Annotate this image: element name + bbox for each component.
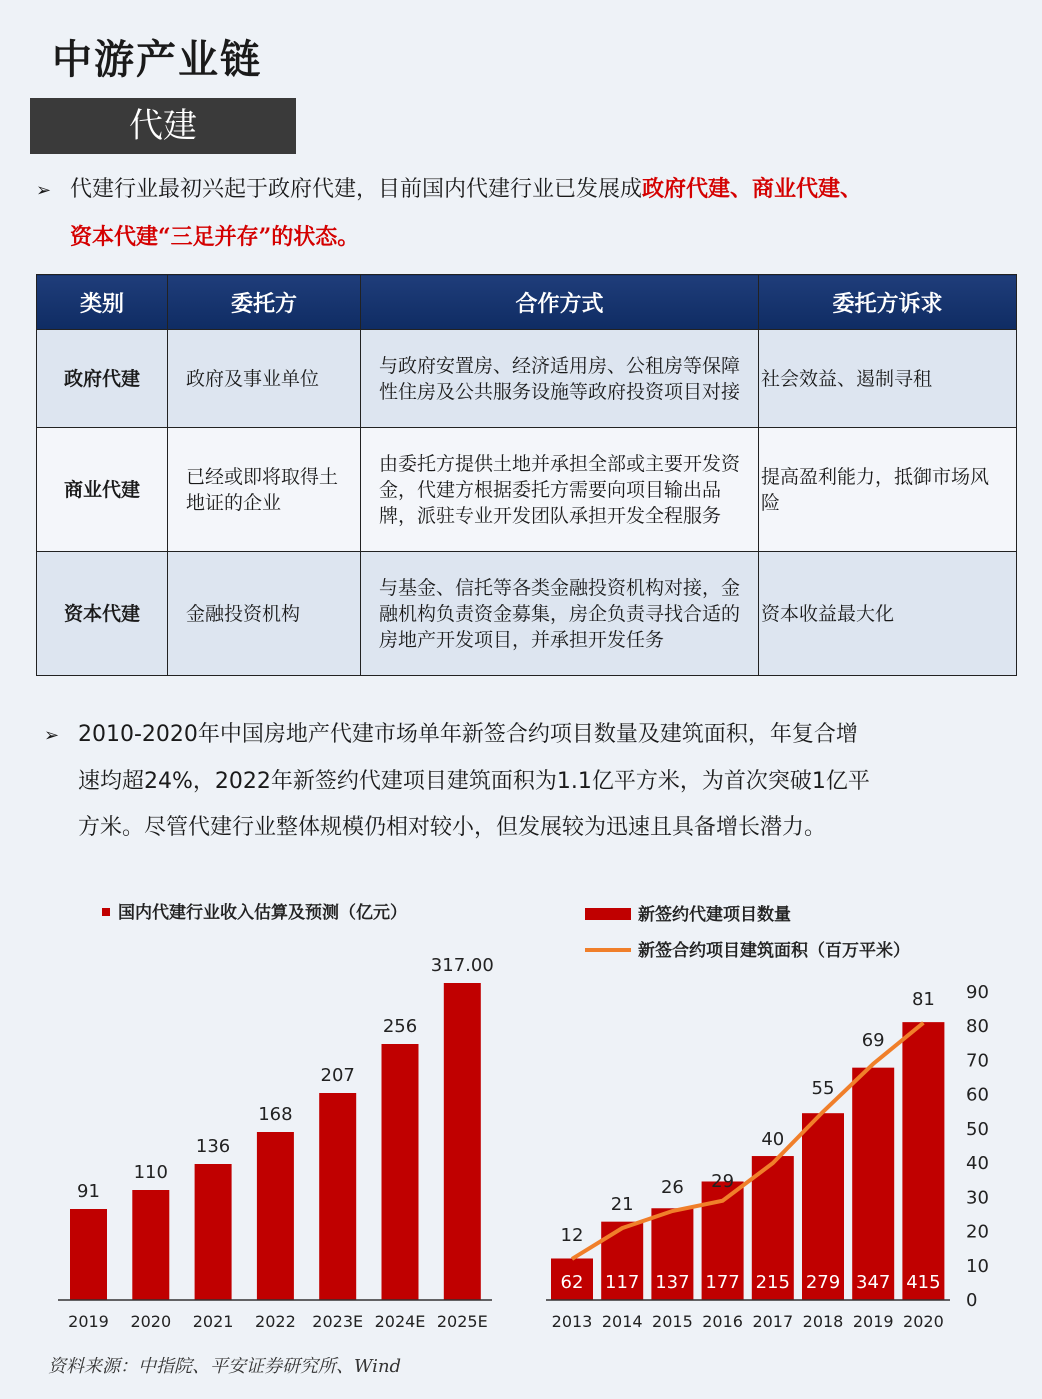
x-tick-label: 2025E [436, 1312, 488, 1331]
bar-value-label: 62 [560, 1272, 584, 1293]
x-tick-label: 2024E [374, 1312, 426, 1331]
x-tick-label: 2022 [255, 1312, 296, 1331]
bar [70, 1209, 107, 1300]
bar [444, 983, 481, 1300]
table-row [37, 428, 1017, 552]
x-tick-label: 2014 [601, 1312, 643, 1331]
table-cell-client: 政府及事业单位 [168, 330, 361, 428]
data-label: 136 [195, 1136, 231, 1157]
page-title: 中游产业链 [52, 36, 262, 83]
table-cell-mode: 与基金、信托等各类金融投资机构对接，金融机构负责资金募集，房企负责寻找合适的房地产开发项目，并承担开发任务 [361, 552, 759, 676]
table-header: 委托方诉求 [759, 275, 1017, 330]
bullet-1 [36, 166, 1012, 261]
y2-tick-label: 40 [966, 1153, 989, 1175]
line-value-label: 12 [560, 1224, 584, 1246]
data-label: 317.00 [430, 955, 494, 976]
line-value-label: 40 [761, 1129, 785, 1151]
bar-value-label: 117 [605, 1272, 640, 1293]
x-tick-label: 2020 [903, 1312, 944, 1331]
legend-swatch [102, 908, 110, 916]
table-cell-client: 金融投资机构 [168, 552, 361, 676]
table-cell-mode: 与政府安置房、经济适用房、公租房等保障性住房及公共服务设施等政府投资项目对接 [361, 330, 759, 428]
y2-tick-label: 50 [966, 1118, 989, 1140]
legend-label: 新签合约项目建筑面积（百万平米） [638, 941, 910, 961]
arrow-bullet-icon: ➢ [36, 180, 52, 201]
line-value-label: 26 [660, 1177, 684, 1199]
delegation-table [36, 274, 1017, 676]
table-row [37, 552, 1017, 676]
legend-label: 新签约代建项目数量 [638, 905, 791, 925]
y2-tick-label: 70 [966, 1050, 989, 1072]
section-label: 代建 [30, 98, 296, 154]
line-value-label: 81 [911, 988, 935, 1010]
bullet-2-line-2: 速均超24%，2022年新签约代建项目建筑面积为1.1亿平方米，为首次突破1亿平 [78, 769, 870, 794]
line-value-label: 69 [861, 1029, 885, 1051]
data-label: 91 [77, 1181, 100, 1202]
bar [382, 1044, 419, 1300]
table-cell-client: 已经或即将取得土地证的企业 [168, 428, 361, 552]
table-cell-category: 商业代建 [37, 428, 168, 552]
bar-value-label: 137 [655, 1272, 690, 1293]
table-cell-mode: 由委托方提供土地并承担全部或主要开发资金，代建方根据委托方需要向项目输出品牌，派驻专业开发团队承担开发全程服务 [361, 428, 759, 552]
line-value-label: 21 [610, 1194, 634, 1216]
bar [195, 1164, 232, 1300]
table-cell-category: 政府代建 [37, 330, 168, 428]
projects-chart [540, 890, 1010, 1340]
bar [319, 1093, 356, 1300]
bar-value-label: 347 [856, 1272, 891, 1293]
bar-value-label: 415 [906, 1272, 941, 1293]
source-note: 资料来源：中指院、平安证券研究所、Wind [48, 1356, 402, 1377]
x-tick-label: 2019 [852, 1312, 894, 1331]
data-label: 168 [258, 1104, 293, 1125]
y2-tick-label: 0 [966, 1290, 978, 1311]
table-row [37, 330, 1017, 428]
x-tick-label: 2015 [652, 1312, 693, 1331]
bar [257, 1132, 294, 1300]
x-tick-label: 2021 [192, 1312, 234, 1331]
x-tick-label: 2019 [68, 1312, 109, 1331]
bar-value-label: 177 [705, 1272, 740, 1293]
data-label: 207 [320, 1065, 355, 1086]
y2-tick-label: 20 [966, 1221, 989, 1243]
x-tick-label: 2017 [752, 1312, 794, 1331]
x-tick-label: 2016 [702, 1312, 743, 1331]
bullet-2 [44, 712, 1012, 851]
bar [132, 1190, 169, 1300]
arrow-bullet-icon: ➢ [44, 725, 60, 746]
table-header: 委托方 [168, 275, 361, 330]
y2-tick-label: 10 [966, 1255, 989, 1277]
bar [852, 1068, 894, 1300]
y2-tick-label: 90 [966, 982, 989, 1003]
x-tick-label: 2023E [312, 1312, 364, 1331]
data-label: 110 [133, 1162, 168, 1183]
table-header: 合作方式 [361, 275, 759, 330]
y2-tick-label: 60 [966, 1084, 989, 1106]
x-tick-label: 2020 [130, 1312, 172, 1331]
projects-chart-svg [540, 890, 1010, 1340]
legend-label: 国内代建行业收入估算及预测（亿元） [118, 903, 407, 923]
line-value-label: 55 [811, 1077, 835, 1099]
legend-swatch-bar [585, 908, 631, 920]
bullet-2-line-1: 2010-2020年中国房地产代建市场单年新签合约项目数量及建筑面积，年复合增 [78, 722, 858, 747]
table-cell-category: 资本代建 [37, 552, 168, 676]
table-cell-demand: 提高盈利能力，抵御市场风险 [759, 428, 1017, 552]
x-tick-label: 2018 [802, 1312, 844, 1331]
revenue-chart [40, 890, 510, 1340]
y2-tick-label: 80 [966, 1016, 989, 1038]
data-label: 256 [382, 1016, 418, 1037]
bar-value-label: 279 [805, 1272, 841, 1293]
bullet-1-highlight-1: 政府代建、商业代建、 [642, 176, 863, 202]
bar-value-label: 215 [755, 1272, 790, 1293]
bar [902, 1022, 944, 1300]
revenue-chart-svg [40, 890, 510, 1340]
table-cell-demand: 社会效益、遏制寻租 [759, 330, 1017, 428]
table-header: 类别 [37, 275, 168, 330]
x-tick-label: 2013 [551, 1312, 593, 1331]
bullet-2-line-3: 方米。尽管代建行业整体规模仍相对较小，但发展较为迅速且具备增长潜力。 [78, 815, 827, 840]
bullet-1-highlight-2: 资本代建“三足并存”的状态。 [70, 224, 360, 250]
bullet-1-normal: 代建行业最初兴起于政府代建，目前国内代建行业已发展成 [70, 177, 643, 202]
table-cell-demand: 资本收益最大化 [759, 552, 1017, 676]
line-value-label: 29 [711, 1170, 735, 1192]
y2-tick-label: 30 [966, 1187, 989, 1209]
